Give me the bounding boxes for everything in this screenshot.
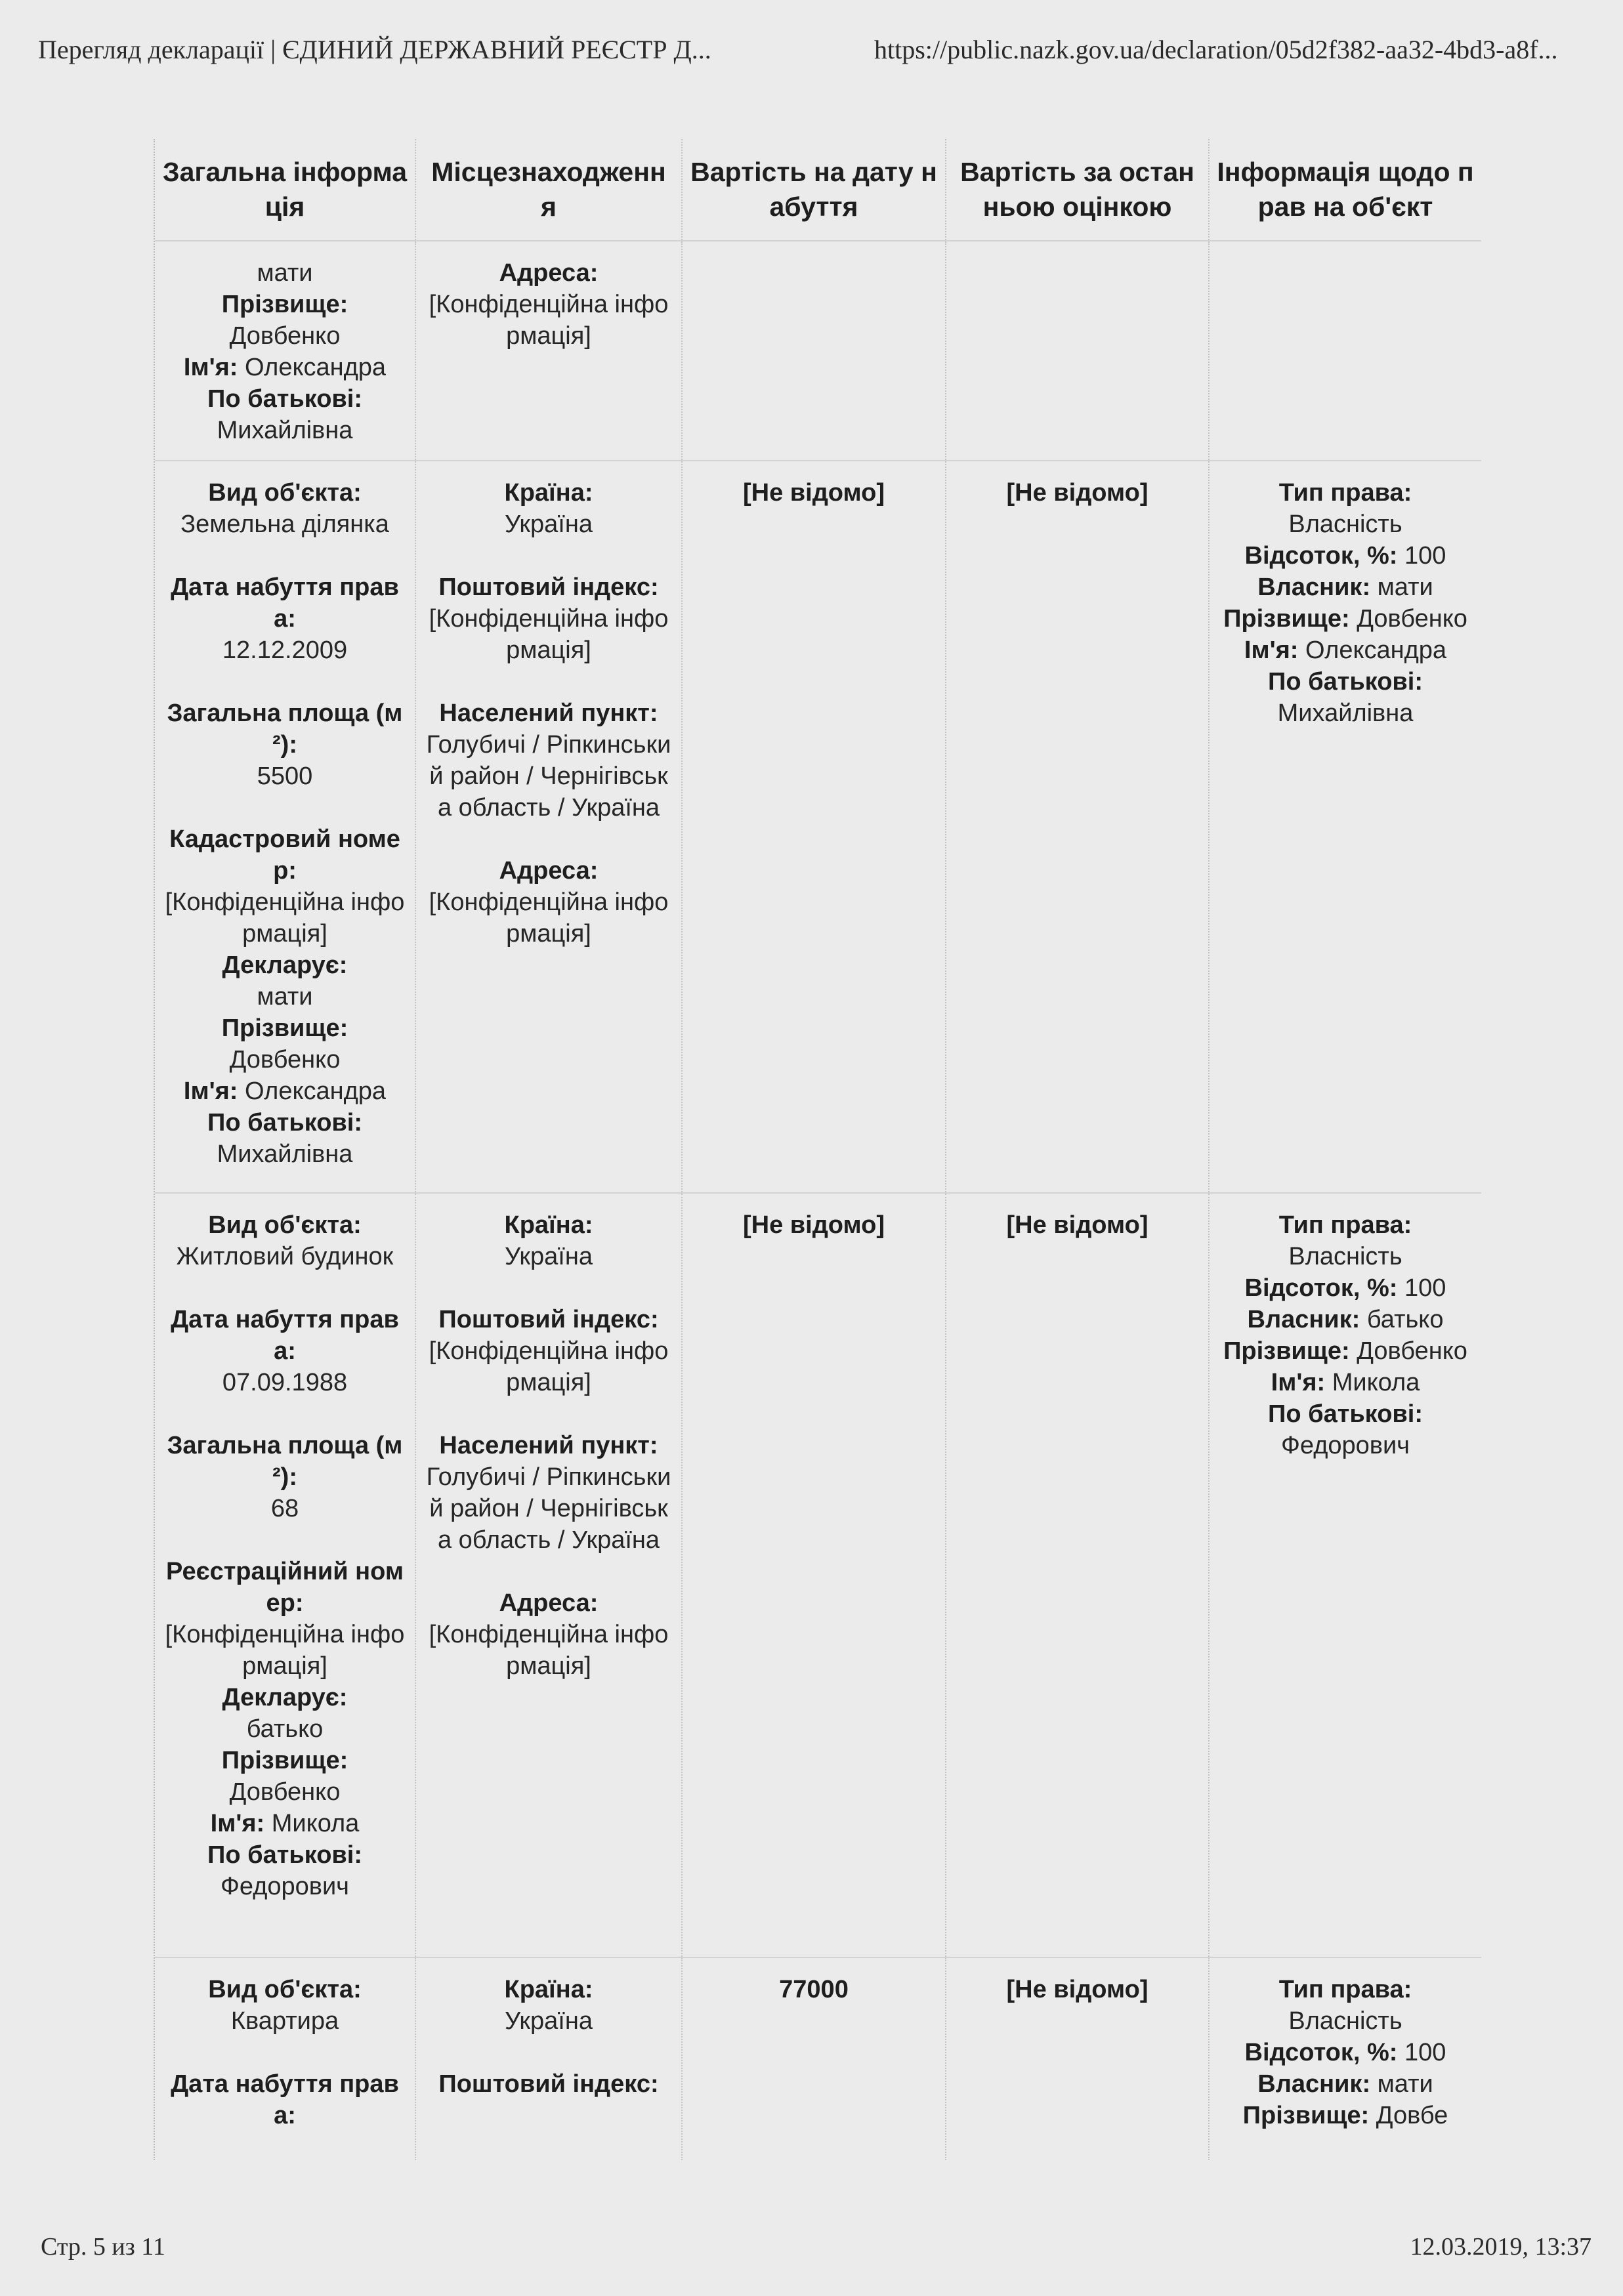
field	[164, 572, 406, 635]
field-label: [Не відомо]	[1006, 479, 1149, 507]
field-value-line	[425, 509, 672, 540]
cell-location	[416, 1194, 683, 1957]
field-label: Ім'я:	[183, 1077, 238, 1105]
field-label: Власник:	[1257, 2070, 1371, 2098]
cell-location	[416, 461, 683, 1192]
field	[425, 698, 672, 729]
cell-last-valuation	[946, 461, 1210, 1192]
field-label: Поштовий індекс:	[438, 1306, 659, 1333]
cell-acquisition-value	[683, 461, 946, 1192]
field-value: Микола	[1332, 1369, 1420, 1396]
field-value: Олександра	[1305, 637, 1447, 664]
field-value: 12.12.2009	[222, 637, 348, 664]
field-label: Поштовий індекс:	[438, 574, 659, 601]
field	[164, 950, 406, 981]
spacer	[425, 1556, 672, 1587]
field-value-line	[164, 1241, 406, 1272]
cell-rights-info	[1210, 1194, 1481, 1957]
field-label: Країна:	[504, 1976, 593, 2003]
cell-acquisition-value	[683, 241, 946, 460]
field-label: Ім'я:	[183, 354, 238, 381]
field	[1219, 2037, 1472, 2068]
field	[164, 352, 406, 383]
field-value: Олександра	[245, 354, 387, 381]
field	[1219, 1304, 1472, 1335]
field-label: Дата набуття права:	[171, 574, 399, 633]
field-value-line	[425, 729, 672, 824]
field-label: Адреса:	[499, 857, 599, 885]
field	[164, 1839, 406, 1871]
field	[164, 257, 406, 289]
column-header-rights-info: Інформація щодо прав на об'єкт	[1217, 157, 1474, 222]
declaration-table	[154, 139, 1481, 2160]
field	[956, 1974, 1199, 2005]
field-value: Довбенко	[1357, 605, 1467, 633]
spacer	[425, 824, 672, 855]
field-label: Прізвище:	[1223, 1337, 1350, 1365]
field-value-line	[425, 887, 672, 950]
field-value: батько	[246, 1715, 324, 1743]
field	[1219, 1367, 1472, 1398]
field-label: Прізвище:	[221, 1747, 348, 1774]
field-value-line	[164, 1713, 406, 1745]
field-value: Довбенко	[229, 1778, 341, 1806]
field-label: Дата набуття права:	[171, 2070, 399, 2129]
field-label: Адреса:	[499, 1589, 599, 1617]
field-value: [Конфіденційна інформація]	[429, 888, 669, 948]
field-label: Тип права:	[1278, 1211, 1412, 1239]
field-value-line	[1219, 698, 1472, 729]
field-value-line	[425, 1241, 672, 1272]
field-value: Довбенко	[1357, 1337, 1467, 1365]
field	[164, 698, 406, 761]
spacer	[164, 792, 406, 824]
field	[1219, 1209, 1472, 1241]
cell-last-valuation	[946, 1958, 1210, 2160]
field	[425, 1430, 672, 1461]
field-value-line	[425, 603, 672, 666]
field	[164, 1556, 406, 1619]
field-label: Поштовий індекс:	[438, 2070, 659, 2098]
cell-general-info	[155, 241, 416, 460]
field	[164, 1012, 406, 1044]
field	[1219, 603, 1472, 635]
field-value-line	[425, 1619, 672, 1682]
field	[164, 289, 406, 320]
field-value: Житловий будинок	[176, 1243, 394, 1270]
spacer	[425, 540, 672, 572]
field-label: По батькові:	[207, 1109, 362, 1137]
field-label: Вид об'єкта:	[208, 1211, 362, 1239]
field	[164, 1209, 406, 1241]
field-label: Прізвище:	[221, 1014, 348, 1042]
field-value-line	[164, 1044, 406, 1075]
page-title: Перегляд декларації | ЄДИНИЙ ДЕРЖАВНИЙ РЕЄСТР Д...	[38, 35, 711, 64]
field-value-line	[1219, 1241, 1472, 1272]
cell-last-valuation	[946, 1194, 1210, 1957]
field-value: батько	[1366, 1306, 1444, 1333]
field-value-line	[1219, 2005, 1472, 2037]
field-label: [Не відомо]	[742, 1211, 885, 1239]
field	[1219, 2100, 1472, 2131]
field-value-line	[164, 635, 406, 666]
field-value-line	[164, 1138, 406, 1170]
field-label: Ім'я:	[210, 1810, 265, 1837]
cell-last-valuation	[946, 241, 1210, 460]
field-value: мати	[257, 983, 313, 1011]
field-value: [Конфіденційна інформація]	[165, 888, 405, 948]
field	[425, 1209, 672, 1241]
field	[164, 2068, 406, 2131]
spacer	[425, 2037, 672, 2068]
field-value-line	[164, 509, 406, 540]
field-value-line	[164, 761, 406, 792]
field-value: Голубичі / Ріпкинський район / Чернігівська область / Україна	[426, 731, 671, 822]
table-row	[155, 1194, 1481, 1958]
field	[1219, 572, 1472, 603]
page-number: Стр. 5 из 11	[41, 2233, 165, 2261]
field-value-line	[425, 1335, 672, 1398]
field-value-line	[425, 289, 672, 352]
cell-general-info	[155, 1194, 416, 1957]
field	[1219, 1335, 1472, 1367]
field	[164, 1974, 406, 2005]
field-label: Декларує:	[222, 1684, 348, 1711]
field-value-line	[164, 981, 406, 1012]
cell-rights-info	[1210, 461, 1481, 1192]
field	[1219, 635, 1472, 666]
field-value-line	[164, 887, 406, 950]
field-value: Квартира	[230, 2007, 339, 2035]
field-value: Власність	[1288, 2007, 1402, 2035]
field-label: [Не відомо]	[1006, 1976, 1149, 2003]
field-label: 77000	[779, 1976, 849, 2003]
field-value: мати	[257, 259, 313, 287]
field-label: Ім'я:	[1271, 1369, 1326, 1396]
spacer	[164, 1272, 406, 1304]
field-value: мати	[1377, 574, 1433, 601]
field-label: [Не відомо]	[742, 479, 885, 507]
field	[692, 477, 936, 509]
page-url: https://public.nazk.gov.ua/declaration/05d2f382-aa32-4bd3-a8f...	[874, 35, 1558, 64]
column-header-general-info: Загальна інформація	[155, 139, 416, 240]
field	[425, 1304, 672, 1335]
field	[164, 1745, 406, 1776]
spacer	[425, 666, 672, 698]
field-value: 100	[1404, 542, 1446, 570]
field-value: 5500	[257, 762, 313, 790]
field	[692, 1974, 936, 2005]
field	[164, 1304, 406, 1367]
field-label: Населений пункт:	[439, 1432, 658, 1459]
field-value: Довбе	[1376, 2102, 1448, 2129]
field-value: Довбенко	[229, 1046, 341, 1074]
field-label: Прізвище:	[1242, 2102, 1370, 2129]
field-label: Прізвище:	[1223, 605, 1350, 633]
cell-general-info	[155, 461, 416, 1192]
field-label: Власник:	[1247, 1306, 1360, 1333]
field	[164, 383, 406, 415]
cell-rights-info	[1210, 1958, 1481, 2160]
field-value: 07.09.1988	[222, 1369, 348, 1396]
field-label: Ім'я:	[1244, 637, 1299, 664]
field	[425, 2068, 672, 2100]
field-value: Власність	[1288, 511, 1402, 538]
field-label: Власник:	[1257, 574, 1371, 601]
field-value: Михайлівна	[217, 1140, 353, 1168]
field-label: Країна:	[504, 1211, 593, 1239]
field	[425, 572, 672, 603]
column-header-last-valuation: Вартість за останньою оцінкою	[946, 139, 1210, 240]
field-value-line	[164, 1367, 406, 1398]
table-row	[155, 241, 1481, 461]
field	[425, 1587, 672, 1619]
field-value: Довбенко	[229, 322, 341, 350]
table-row	[155, 461, 1481, 1194]
field-label: Тип права:	[1278, 1976, 1412, 2003]
field	[164, 1808, 406, 1839]
field-value: Власність	[1288, 1243, 1402, 1270]
field-label: [Не відомо]	[1006, 1211, 1149, 1239]
field-value: [Конфіденційна інформація]	[429, 1621, 669, 1680]
column-header-acquisition-value: Вартість на дату набуття	[683, 139, 946, 240]
field-label: Дата набуття права:	[171, 1306, 399, 1365]
field-value-line	[164, 1871, 406, 1902]
field-value: [Конфіденційна інформація]	[429, 291, 669, 350]
field-value: мати	[1377, 2070, 1433, 2098]
spacer	[164, 666, 406, 698]
field-value-line	[164, 320, 406, 352]
field-value: [Конфіденційна інформація]	[429, 1337, 669, 1396]
table-row	[155, 1958, 1481, 2160]
field-value: [Конфіденційна інформація]	[429, 605, 669, 664]
spacer	[164, 540, 406, 572]
field-value-line	[164, 2005, 406, 2037]
cell-rights-info	[1210, 241, 1481, 460]
field-value-line	[164, 1776, 406, 1808]
field-value-line	[164, 1493, 406, 1524]
field-value: 100	[1404, 1274, 1446, 1302]
field	[164, 1430, 406, 1493]
field-label: Тип права:	[1278, 479, 1412, 507]
field	[1219, 666, 1472, 698]
field-value: [Конфіденційна інформація]	[165, 1621, 405, 1680]
cell-location	[416, 1958, 683, 2160]
field-label: Загальна площа (м²):	[167, 1432, 403, 1491]
field-label: По батькові:	[207, 1841, 362, 1869]
cell-acquisition-value	[683, 1194, 946, 1957]
field-label: Кадастровий номер:	[169, 825, 400, 885]
field-value: Микола	[271, 1810, 360, 1837]
field-value: 100	[1404, 2039, 1446, 2066]
field-label: Декларує:	[222, 951, 348, 979]
field-value: Михайлівна	[217, 417, 353, 444]
field-label: Реєстраційний номер:	[166, 1558, 404, 1617]
field	[1219, 1272, 1472, 1304]
field-label: По батькові:	[1268, 1400, 1423, 1428]
field	[164, 824, 406, 887]
field	[425, 257, 672, 289]
field-value: Михайлівна	[1277, 699, 1414, 727]
cell-location	[416, 241, 683, 460]
field-value-line	[164, 1619, 406, 1682]
spacer	[425, 1272, 672, 1304]
field-value-line	[164, 415, 406, 446]
field	[1219, 477, 1472, 509]
field-value: Федорович	[1281, 1432, 1410, 1459]
field-label: Відсоток, %:	[1244, 542, 1398, 570]
field-value: Україна	[504, 511, 593, 538]
field-value-line	[1219, 1430, 1472, 1461]
field	[164, 1682, 406, 1713]
field	[425, 1974, 672, 2005]
field-value: Олександра	[245, 1077, 387, 1105]
column-header-location: Місцезнаходженн я	[416, 139, 683, 240]
field	[692, 1209, 936, 1241]
field-value-line	[1219, 509, 1472, 540]
field-label: Вид об'єкта:	[208, 479, 362, 507]
field-label: Відсоток, %:	[1244, 2039, 1398, 2066]
field-value: Голубичі / Ріпкинський район / Чернігівська область / Україна	[426, 1463, 671, 1554]
print-datetime: 12.03.2019, 13:37	[1410, 2233, 1591, 2261]
field-label: Прізвище:	[221, 291, 348, 318]
field	[956, 477, 1199, 509]
field-label: По батькові:	[207, 385, 362, 413]
spacer	[164, 2037, 406, 2068]
field-label: Населений пункт:	[439, 699, 658, 727]
field	[1219, 540, 1472, 572]
field-label: Адреса:	[499, 259, 599, 287]
spacer	[164, 1524, 406, 1556]
field	[425, 477, 672, 509]
field-value: Україна	[504, 2007, 593, 2035]
field-label: Відсоток, %:	[1244, 1274, 1398, 1302]
spacer	[425, 1398, 672, 1430]
field-label: Вид об'єкта:	[208, 1976, 362, 2003]
field-label: По батькові:	[1268, 668, 1423, 696]
field	[164, 477, 406, 509]
field	[164, 1075, 406, 1107]
cell-general-info	[155, 1958, 416, 2160]
field-label: Країна:	[504, 479, 593, 507]
field-value: Федорович	[221, 1873, 349, 1900]
field	[425, 855, 672, 887]
field	[164, 1107, 406, 1138]
table-header-row	[155, 139, 1481, 241]
spacer	[164, 1398, 406, 1430]
field-label: Загальна площа (м²):	[167, 699, 403, 759]
field-value: Україна	[504, 1243, 593, 1270]
field-value-line	[425, 2005, 672, 2037]
field-value: Земельна ділянка	[180, 511, 389, 538]
field	[956, 1209, 1199, 1241]
cell-acquisition-value	[683, 1958, 946, 2160]
field-value-line	[425, 1461, 672, 1556]
field	[1219, 1974, 1472, 2005]
field-value: 68	[270, 1495, 299, 1522]
field	[1219, 2068, 1472, 2100]
field	[1219, 1398, 1472, 1430]
